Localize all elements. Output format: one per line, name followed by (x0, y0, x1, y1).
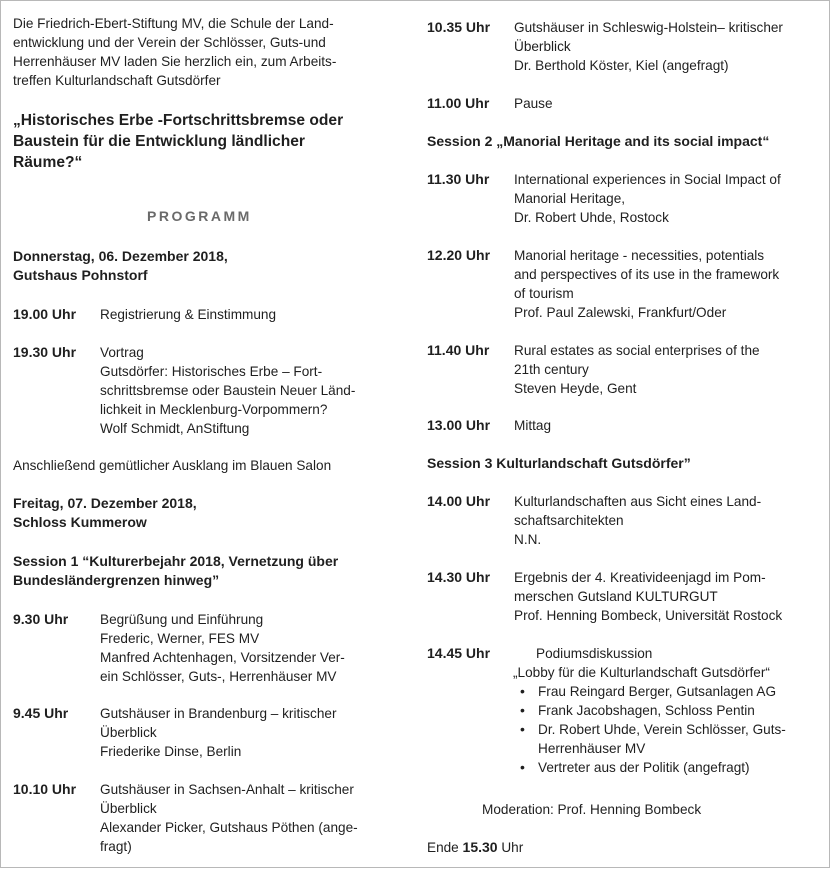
day2-heading: Freitag, 07. Dezember 2018, Schloss Kummerow (13, 495, 197, 530)
entry-description: Manorial heritage - necessities, potentials and perspectives of its use in the framework of tourism Prof. Paul Zalewski, Frankfurt/Oder (514, 248, 780, 320)
session2-heading: Session 2 „Manorial Heritage and its social impact“ (427, 133, 770, 149)
entry-description: Gutshäuser in Schleswig-Holstein– kritischer Überblick Dr. Berthold Köster, Kiel (angefragt) (514, 20, 783, 73)
entry-description: Gutshäuser in Brandenburg – kritischer Überblick Friederike Dinse, Berlin (100, 706, 337, 759)
entry-description: Podiumsdiskussion „Lobby für die Kulturlandschaft Gutsdörfer“ • Frau Reingard Berger, Gutsanlagen AG • Frank Jacobshagen, Schloss Pentin • Dr. Robert Uhde, Verein Schlösser, Guts- Herrenhäuser MV • Vertreter aus der Politik (angefragt) (513, 644, 786, 777)
entry-description: Gutshäuser in Sachsen-Anhalt – kritischer Überblick Alexander Picker, Gutshaus Pöthen (ange- fragt) (100, 782, 358, 854)
moderation-text: Moderation: Prof. Henning Bombeck (482, 802, 702, 817)
entry-description: Ergebnis der 4. Kreativideenjagd im Pom- merschen Gutsland KULTURGUT Prof. Henning Bombeck, Universität Rostock (514, 570, 783, 623)
entry-description: Rural estates as social enterprises of the 21th century Steven Heyde, Gent (514, 343, 760, 396)
entry-time: 14.45 Uhr (427, 645, 491, 661)
day1-closing: Anschließend gemütlicher Ausklang im Blauen Salon (13, 458, 332, 473)
entry-description: International experiences in Social Impact of Manorial Heritage, Dr. Robert Uhde, Rostock (514, 172, 781, 225)
day1-heading: Donnerstag, 06. Dezember 2018, Gutshaus Pohnstorf (13, 248, 228, 283)
entry-description: Begrüßung und Einführung Frederic, Werner, FES MV Manfred Achtenhagen, Vorsitzender Ver- ein Schlösser, Guts-, Herrenhäuser MV (100, 612, 345, 684)
entry-description: Kulturlandschaften aus Sicht eines Land- schaftsarchitekten N.N. (514, 494, 762, 547)
entry-description: Vortrag Gutsdörfer: Historisches Erbe – Fort- schrittsbremse oder Baustein Neuer Länd- lichkeit in Mecklenburg-Vorpommern? Wolf Schmidt, AnStiftung (100, 345, 356, 436)
list-item: • Frau Reingard Berger, Gutsanlagen AG (513, 682, 786, 701)
entry-time: 13.00 Uhr (427, 417, 491, 433)
event-title: „Historisches Erbe -Fortschrittsbremse oder Baustein für die Entwicklung ländlicher Räume?“ (13, 112, 344, 171)
entry-time: 11.30 Uhr (427, 171, 490, 187)
list-item-continuation: Herrenhäuser MV (538, 741, 646, 756)
entry-description: Registrierung & Einstimmung (100, 307, 277, 322)
entry-time: 19.00 Uhr (13, 306, 77, 322)
end-time: Ende 15.30 Uhr (427, 839, 524, 855)
entry-time: 10.35 Uhr (427, 19, 491, 35)
list-item: • Frank Jacobshagen, Schloss Pentin (513, 701, 786, 720)
panel-list (513, 682, 786, 777)
entry-description: Mittag (514, 418, 552, 433)
session3-heading: Session 3 Kulturlandschaft Gutsdörfer” (427, 455, 691, 471)
list-item: • Vertreter aus der Politik (angefragt) (513, 758, 786, 777)
entry-time: 19.30 Uhr (13, 344, 77, 360)
entry-time: 11.00 Uhr (427, 95, 490, 111)
entry-time: 9.30 Uhr (13, 611, 69, 627)
entry-description: Pause (514, 96, 553, 111)
invitation-text: Die Friedrich-Ebert-Stiftung MV, die Schule der Land- entwicklung und der Verein der Schlösser, Guts-und Herrenhäuser MV laden Sie herzlich ein, zum Arbeits- treffen Kulturlandschaft Gutsdörfer (13, 16, 337, 88)
programm-label: PROGRAMM (147, 208, 252, 224)
session1-heading: Session 1 “Kulturerbejahr 2018, Vernetzung über Bundesländergrenzen hinweg” (13, 553, 339, 588)
entry-time: 12.20 Uhr (427, 247, 491, 263)
entry-time: 14.00 Uhr (427, 493, 491, 509)
entry-time: 11.40 Uhr (427, 342, 490, 358)
list-item: • Dr. Robert Uhde, Verein Schlösser, Guts- (513, 720, 786, 739)
entry-time: 9.45 Uhr (13, 705, 69, 721)
entry-time: 14.30 Uhr (427, 569, 491, 585)
entry-time: 10.10 Uhr (13, 781, 77, 797)
